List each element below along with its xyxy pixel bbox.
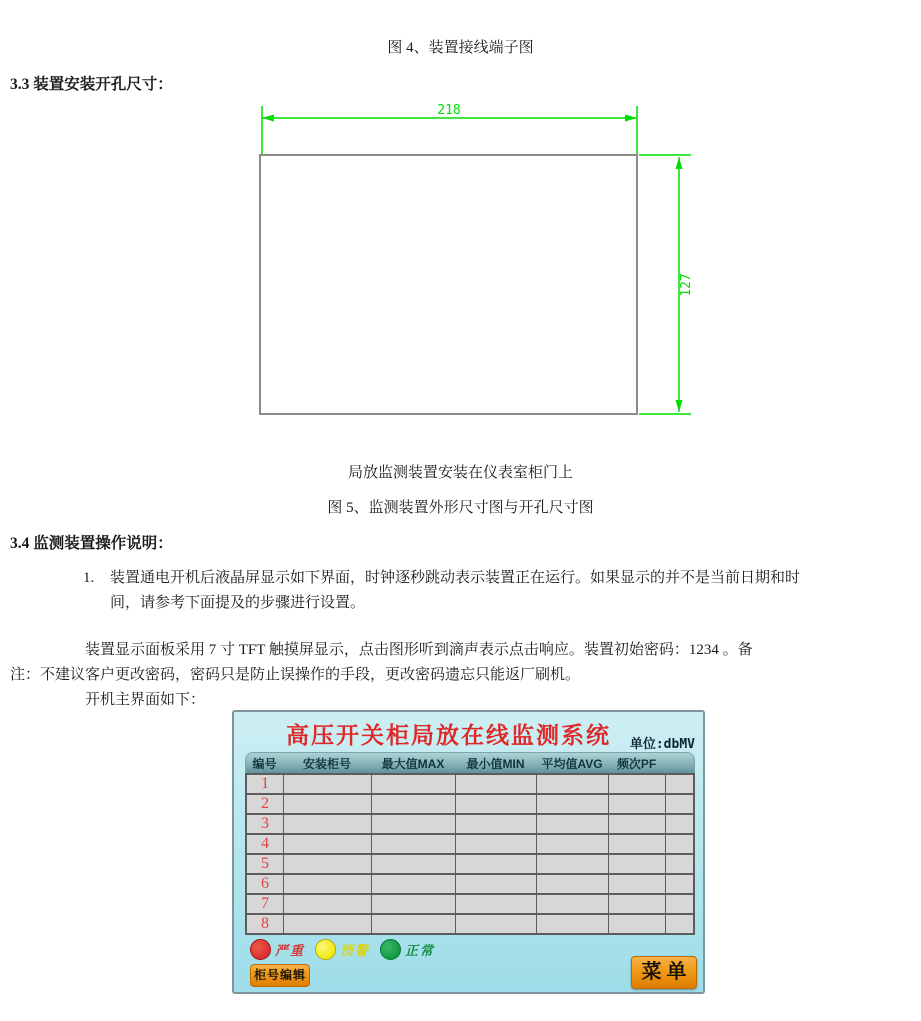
- row-number: 7: [247, 895, 284, 913]
- row-number: 6: [247, 875, 284, 893]
- paragraph-line: 装置显示面板采用 7 寸 TFT 触摸屏显示，点击图形听到滴声表示点击响应。装置初始密码：1234 。备: [85, 642, 753, 658]
- row-number: 5: [247, 855, 284, 873]
- header-number: 编号: [252, 756, 277, 771]
- row-number: 4: [247, 835, 284, 853]
- header-avg: 平均值AVG: [541, 756, 603, 771]
- drawing-caption: 局放监测装置安装在仪表室柜门上: [347, 465, 573, 481]
- warning-status-icon: [315, 939, 336, 960]
- table-row: [247, 795, 693, 815]
- header-pf: 频次PF: [616, 756, 657, 771]
- paragraph-line: 开机主界面如下：: [85, 692, 206, 708]
- width-dimension-label: 218: [437, 103, 461, 118]
- normal-status-icon: [380, 939, 401, 960]
- paragraph-line: 注：不建议客户更改密码，密码只是防止误操作的手段，更改密码遗忘只能返厂刷机。: [10, 667, 581, 683]
- row-number: 8: [247, 915, 284, 933]
- header-min: 最小值MIN: [466, 756, 525, 771]
- table-row: [247, 875, 693, 895]
- row-number: 3: [247, 815, 284, 833]
- table-row: [247, 895, 693, 915]
- severe-status-icon: [250, 939, 271, 960]
- figure5-caption: 图 5、监测装置外形尺寸图与开孔尺寸图: [327, 500, 594, 516]
- normal-status-label: 正常: [405, 942, 436, 958]
- section-3-4-heading: 3.4 监测装置操作说明：: [10, 535, 173, 552]
- list-item-marker: 1.: [83, 570, 95, 586]
- table-row: [247, 775, 693, 795]
- header-cabinet: 安装柜号: [302, 756, 351, 771]
- table-header-row: [245, 752, 695, 773]
- device-outline-rect: [260, 155, 637, 414]
- system-title: 高压开关柜局放在线监测系统: [286, 722, 611, 748]
- list-item-1: [83, 566, 800, 616]
- severe-status-label: 严重: [275, 942, 306, 958]
- header-max: 最大值MAX: [381, 756, 445, 771]
- body-paragraph: [10, 638, 753, 713]
- cabinet-edit-button[interactable]: 柜号编辑: [250, 964, 310, 987]
- figure4-caption: 图 4、装置接线端子图: [387, 40, 534, 56]
- table-row: [247, 835, 693, 855]
- cutout-dimension-drawing: [240, 100, 700, 430]
- list-item-line: 装置通电开机后液晶屏显示如下界面，时钟逐秒跳动表示装置正在运行。如果显示的并不是当前日期和时: [110, 570, 801, 586]
- table-row: [247, 855, 693, 875]
- table-row: [247, 915, 693, 933]
- unit-label: 单位:dbMV: [629, 737, 695, 752]
- row-number: 2: [247, 795, 284, 813]
- status-legend: [250, 938, 445, 960]
- warning-status-label: 预警: [340, 942, 371, 958]
- height-dimension-label: 127: [679, 273, 694, 297]
- section-3-3-heading: 3.3 装置安装开孔尺寸：: [10, 76, 173, 93]
- table-body: [245, 773, 695, 935]
- menu-button[interactable]: 菜单: [631, 956, 697, 989]
- monitoring-table: [245, 752, 695, 935]
- touchscreen-main-screen: [232, 710, 705, 994]
- row-number: 1: [247, 775, 284, 793]
- list-item-line: 间，请参考下面提及的步骤进行设置。: [110, 595, 366, 611]
- table-row: [247, 815, 693, 835]
